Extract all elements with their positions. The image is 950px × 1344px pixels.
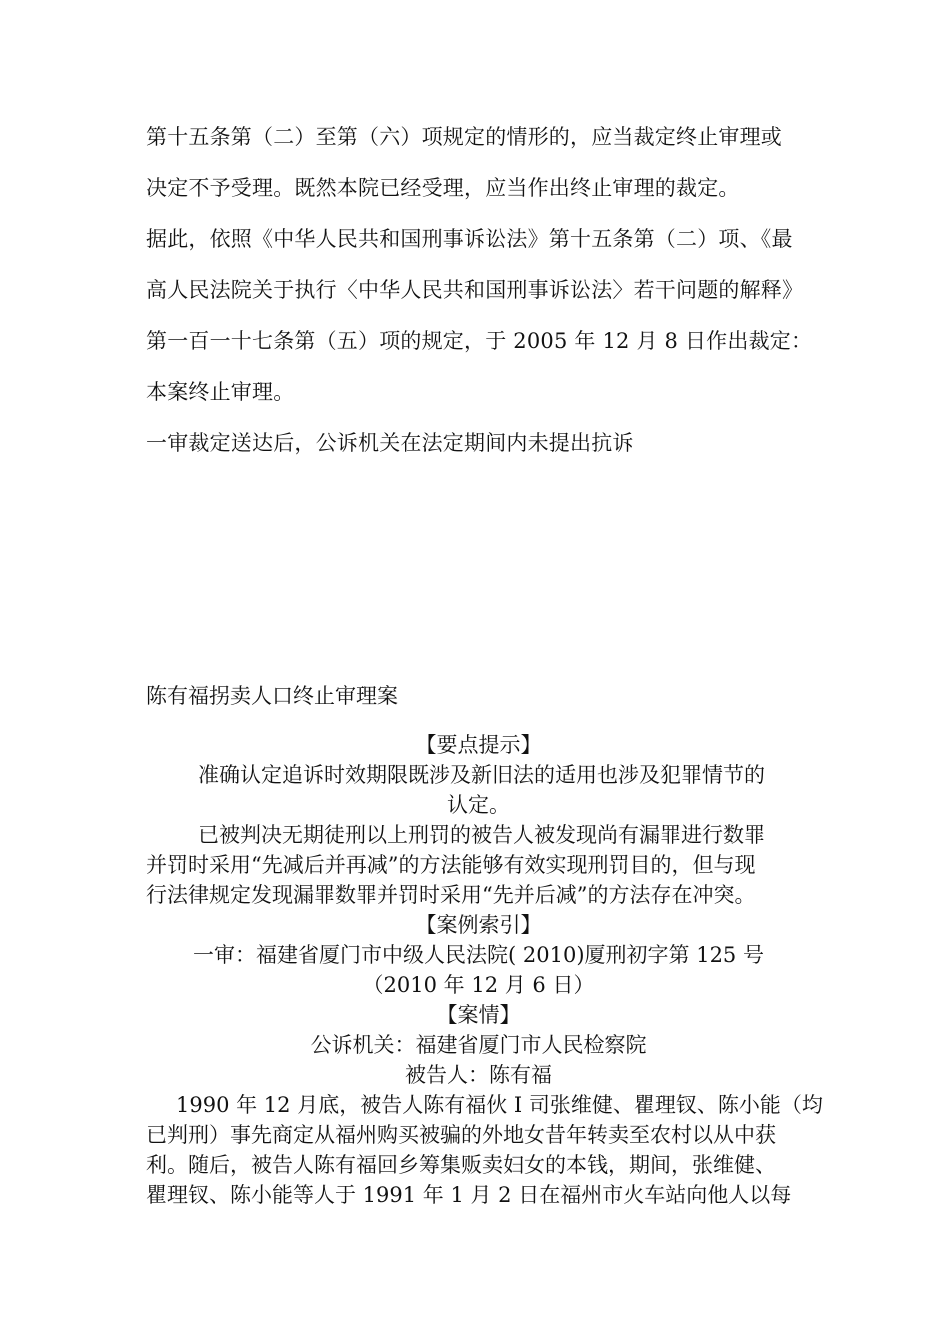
facts-line: 瞿理钗、陈小能等人于 1991 年 1 月 2 日在福州市火车站向他人以每 xyxy=(146,1183,792,1207)
defendant-line: 被告人：陈有福 xyxy=(405,1063,552,1087)
facts-line: 1990 年 12 月底，被告人陈有福伙 I 司张维健、瞿理钗、陈小能（均 xyxy=(176,1093,823,1117)
paragraph-line: 决定不予受理。既然本院已经受理，应当作出终止审理的裁定。 xyxy=(146,176,740,200)
paragraph-line: 一审裁定送达后，公诉机关在法定期间内未提出抗诉 xyxy=(146,431,634,455)
case-body-section xyxy=(146,730,823,1210)
judgment-conclusion-section xyxy=(146,112,811,469)
facts-heading: 【案情】 xyxy=(436,1003,521,1027)
case-title: 陈有福拐卖人口终止审理案 xyxy=(146,684,398,708)
case-index-date: （2010 年 12 月 6 日） xyxy=(362,973,595,997)
key-point-line: 准确认定追诉时效期限既涉及新旧法的适用也涉及犯罪情节的 xyxy=(198,763,765,787)
paragraph-line: 第十五条第（二）至第（六）项规定的情形的，应当裁定终止审理或 xyxy=(146,125,782,149)
prosecutor-line: 公诉机关：福建省厦门市人民检察院 xyxy=(310,1033,647,1057)
facts-line: 利。随后，被告人陈有福回乡筹集贩卖妇女的本钱，期间，张维健、 xyxy=(146,1153,776,1177)
case-index-heading: 【案例索引】 xyxy=(415,913,542,937)
facts-line: 已判刑）事先商定从福州购买被骗的外地女昔年转卖至农村以从中获 xyxy=(146,1123,776,1147)
paragraph-line: 高人民法院关于执行〈中华人民共和国刑事诉讼法〉若干问题的解释》 xyxy=(146,278,804,302)
paragraph-line: 据此，依照《中华人民共和国刑事诉讼法》第十五条第（二）项、《最 xyxy=(146,227,793,251)
key-point-line: 并罚时采用“先减后并再减”的方法能够有效实现刑罚目的，但与现 xyxy=(146,853,756,877)
key-point-line: 行法律规定发现漏罪数罪并罚时采用“先并后减”的方法存在冲突。 xyxy=(146,883,756,907)
paragraph-line: 第一百一十七条第（五）项的规定，于 2005 年 12 月 8 日作出裁定： xyxy=(146,329,813,353)
key-point-line: 认定。 xyxy=(447,793,510,817)
case-index-court: 一审：福建省厦门市中级人民法院( 2010)厦刑初字第 125 号 xyxy=(193,943,764,967)
key-point-line: 已被判决无期徒刑以上刑罚的被告人被发现尚有漏罪进行数罪 xyxy=(198,823,765,847)
paragraph-line: 本案终止审理。 xyxy=(146,380,295,404)
key-points-heading: 【要点提示】 xyxy=(415,733,542,757)
